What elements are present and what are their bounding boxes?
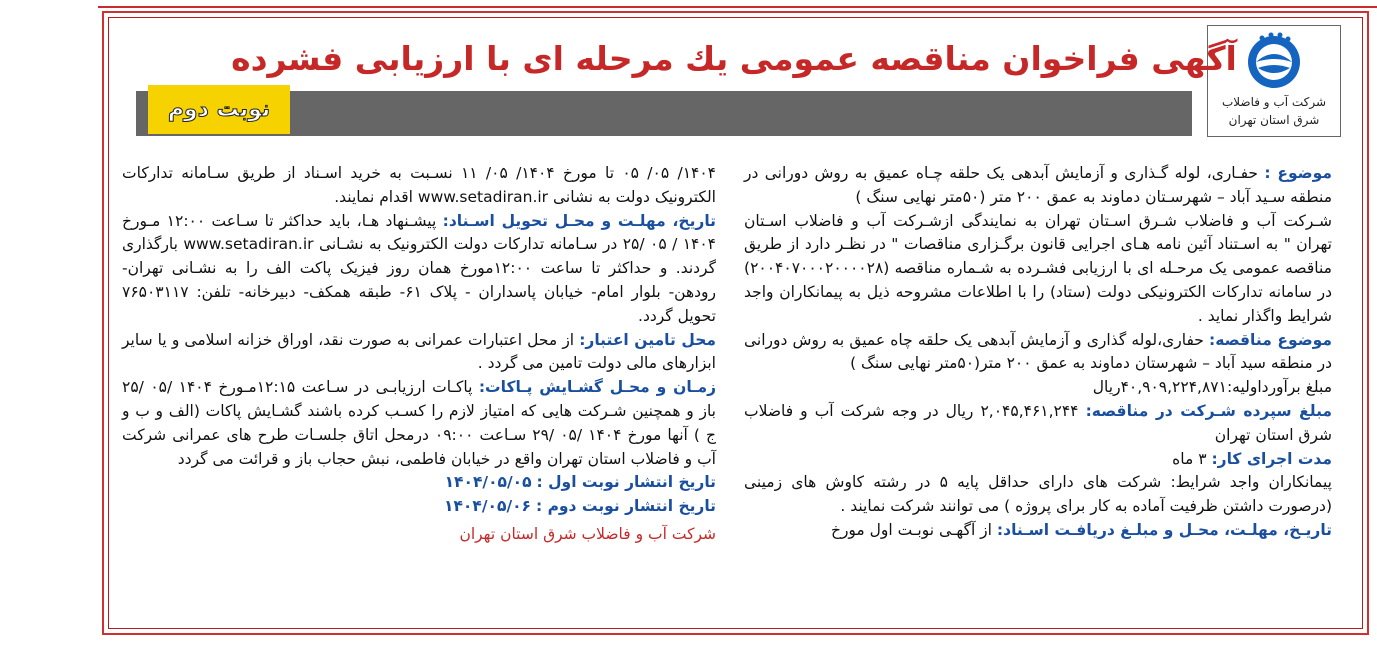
publication-round-badge: نوبت دوم bbox=[148, 85, 290, 134]
right-column bbox=[744, 162, 1332, 543]
first-publication-date: ۱۴۰۴/۰۵/۰۵ bbox=[444, 473, 532, 492]
title-banner bbox=[136, 91, 1192, 136]
first-publication-line bbox=[122, 471, 716, 495]
notice-title: آگهی فراخوان مناقصه عمومی یك مرحله ای با ارزیابی فشرده bbox=[231, 39, 1237, 78]
subject-paragraph bbox=[744, 162, 1332, 210]
estimate-line: مبلغ برآورداولیه:۴۰,۹۰۹,۲۲۴,۸۷۱ریال bbox=[1092, 378, 1332, 397]
qualification-paragraph: پیمانکاران واجد شرایط: شرکت های دارای حداقل پایه ۵ در رشته کاوش های زمینی (درصورت داشتن ظرفیت آماده به کار برای پروژه ) می توانند شرکت نمایند . bbox=[744, 473, 1332, 516]
intro-paragraph: شـرکت آب و فاضلاب شـرق اسـتان تهران به نمایندگی ازشـرکت آب و فاضلاب اسـتان تهران " به اسـتناد آئین نامه هـای اجرایی قانون برگـزاری مناقصات " در نظـر دارد از طریق مناقصه عمومی یک مرحـله ای با ارزیابی فشـرده به شـماره مناقصه (۲۰۰۴۰۷۰۰۰۲۰۰۰۰۲۸) در سامانه تدارکات الکترونیکی دولت (ستاد) را با اطلاعات مشروحه ذیل به پیمانکاران واجد شرایط واگذار نماید . bbox=[744, 211, 1332, 325]
funding-paragraph bbox=[122, 329, 716, 377]
offers-label: تاریخ، مهلـت و محـل تحویل اسـناد: bbox=[442, 211, 716, 230]
offers-text: پیشـنهاد هـا، باید حداکثر تا سـاعت ۱۲:۰۰ مـورخ ۱۴۰۴ / ۰۵ /۲۵ در سـامانه تدارکات دولت الکترونیک به نشـانی www.setadiran.ir بارگذاری گردند. و حداکثر تا ساعت ۱۲:۰۰مورخ همان روز فیزیک پاکت الف را به نشـانی تهران- رودهن- بلوار امام- خیابان پاسداران - پلاک ۶۱- طبقه همکف- دبیرخانه- تلفن: ۷۶۵۰۳۱۱۷ تحویل گردد. bbox=[122, 211, 717, 325]
second-publication-label: تاریخ انتشار نوبت دوم : bbox=[535, 497, 716, 516]
deposit-text: ۲,۰۴۵,۴۶۱,۲۴۴ ریال در وجه شرکت آب و فاضلاب شرق استان تهران bbox=[744, 401, 1332, 444]
funding-text: از محل اعتبارات عمرانی به صورت نقد، اوراق خزانه اسلامی و یا سایر ابزارهای مالی دولت تامین می گردد . bbox=[122, 330, 716, 373]
opening-label: زمـان و محـل گشـایش پـاکات: bbox=[478, 378, 716, 397]
second-publication-date: ۱۴۰۴/۰۵/۰۶ bbox=[444, 497, 532, 516]
opening-text: پاکـات ارزیابـی در سـاعت ۱۲:۱۵مـورخ ۱۴۰۴ /۰۵ /۲۵ باز و همچنین شـرکت هایی که امتیاز لازم را کسـب کرده باشند گشـایش پاکات (الف و ب و ج ) آنها مورخ ۱۴۰۴ /۰۵ /۲۹ سـاعت ۰۹:۰۰ درمحل اتاق جلسـات طرح های عمرانی شرکت آب و فاضلاب استان تهران واقع در خیابان فاطمی، نبش حجاب باز و قرائت می گردد bbox=[122, 378, 716, 468]
first-publication-label: تاریخ انتشار نوبت اول : bbox=[536, 473, 716, 492]
water-drop-icon bbox=[1238, 32, 1310, 90]
documents-paragraph bbox=[744, 519, 1332, 543]
funding-label: محل تامین اعتبار: bbox=[579, 330, 716, 349]
subject-label: موضوع : bbox=[1264, 164, 1332, 182]
tender-subject-paragraph bbox=[744, 329, 1332, 377]
tender-subject-label: موضوع مناقصه: bbox=[1209, 330, 1332, 349]
opening-paragraph bbox=[122, 376, 716, 471]
tender-subject-text: حفاری،لوله گذاری و آزمایش آبدهی یک حلقه چاه عمیق به روش دورانی در منطقه سید آباد – شهرستان دماوند به عمق ۲۰۰ متر(۵۰متر نهایی سنگ ) bbox=[744, 330, 1332, 373]
duration-label: مدت اجرای کار: bbox=[1211, 449, 1332, 468]
notice-frame bbox=[102, 11, 1369, 635]
second-publication-line bbox=[122, 495, 716, 519]
documents-label: تاریـخ، مهلـت، محـل و مبلـغ دریافـت اسـناد: bbox=[996, 520, 1332, 539]
deposit-paragraph bbox=[744, 400, 1332, 448]
deposit-label: مبلغ سپرده شـرکت در مناقصه: bbox=[1085, 401, 1332, 420]
subject-text: حفـاری، لوله گـذاری و آزمایش آبدهی یک حلقه چـاه عمیق به روش دورانی در منطقه سـید آباد – شهرسـتان دماوند به عمق ۲۰۰ متر (۵۰متر نهایی سنگ ) bbox=[744, 164, 1332, 206]
offers-paragraph bbox=[122, 210, 716, 329]
logo-line-1: شرکت آب و فاضلاب bbox=[1221, 95, 1327, 109]
logo-line-2: شرق استان تهران bbox=[1228, 113, 1320, 127]
left-column bbox=[122, 162, 716, 547]
duration-line bbox=[744, 448, 1332, 472]
signature: شرکت آب و فاضلاب شرق استان تهران bbox=[459, 524, 716, 543]
documents-text: از آگهـی نوبـت اول مورخ bbox=[830, 520, 992, 539]
duration-text: ۳ ماه bbox=[1172, 449, 1207, 468]
top-divider bbox=[98, 0, 1377, 8]
documents-continued: ۱۴۰۴/ ۰۵/ ۰۵ تا مورخ ۱۴۰۴/ ۰۵/ ۱۱ نسـبت به خرید اسـناد از طریق سـامانه تدارکات الکترونیک دولت به نشانی www.setadiran.ir اقدام نمایند. bbox=[122, 164, 716, 206]
